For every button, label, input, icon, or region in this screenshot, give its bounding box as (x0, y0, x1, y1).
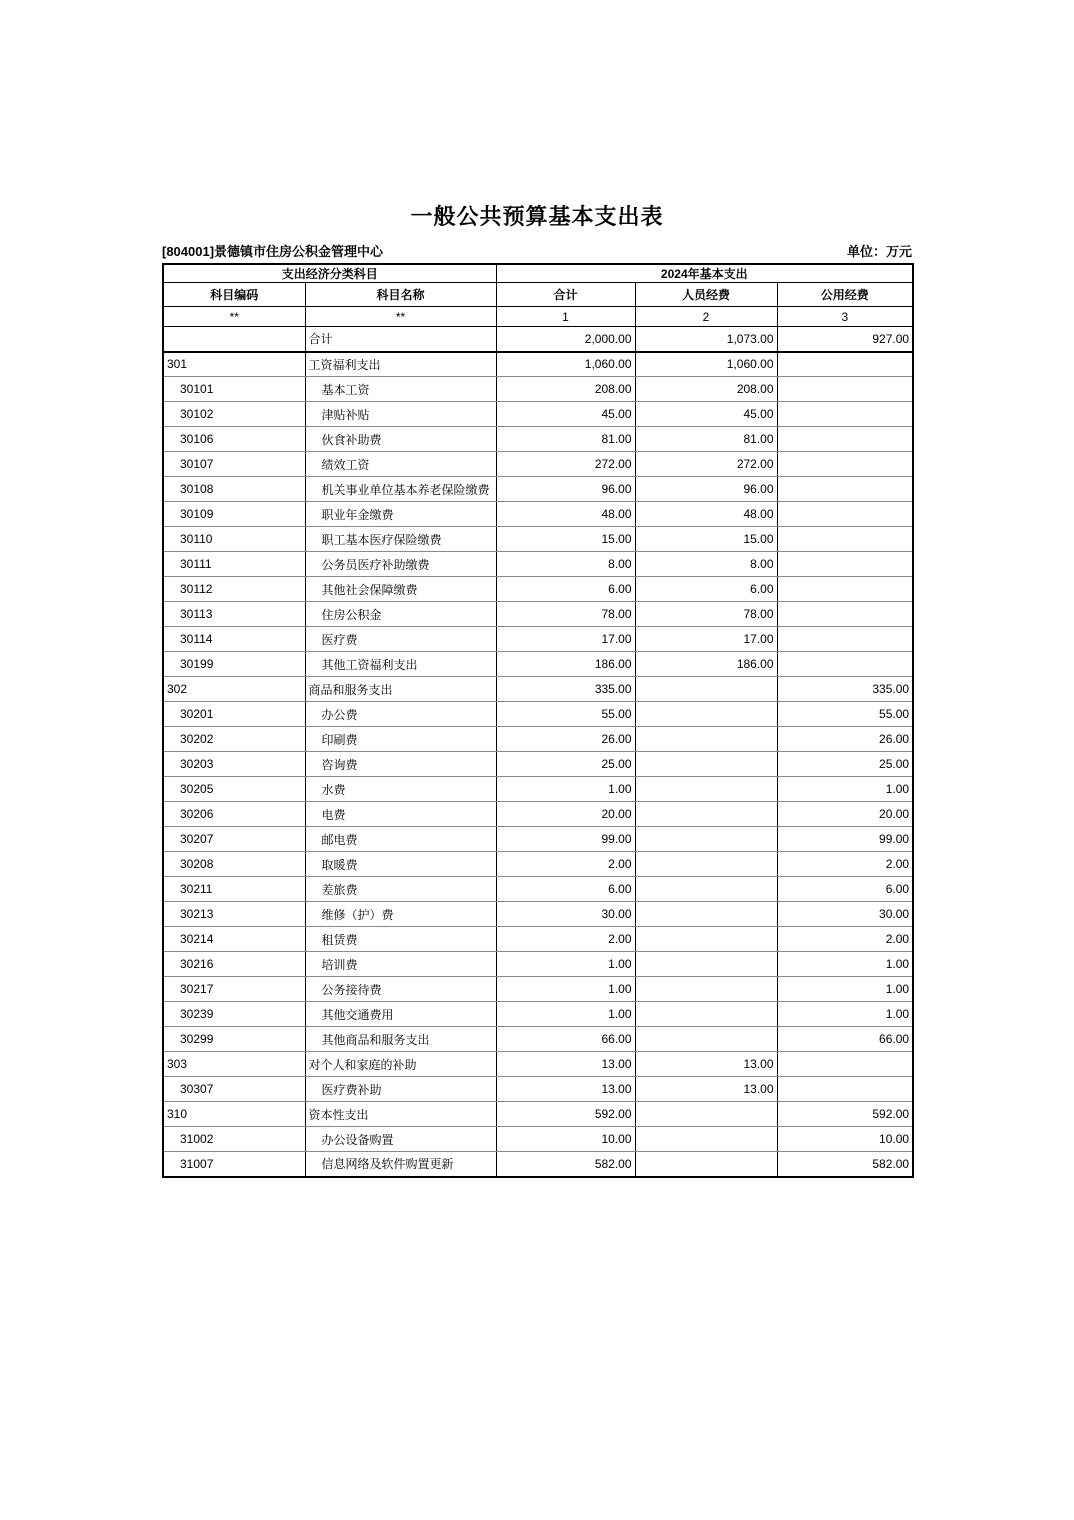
cell-code: 30213 (163, 902, 305, 927)
header-code-4: 2 (635, 307, 777, 327)
cell-code: 30199 (163, 652, 305, 677)
cell-personnel: 8.00 (635, 552, 777, 577)
cell-public (777, 1077, 913, 1102)
cell-public (777, 527, 913, 552)
cell-code: 30211 (163, 877, 305, 902)
cell-code: 30107 (163, 452, 305, 477)
header-code-2: ** (305, 307, 496, 327)
cell-public: 25.00 (777, 752, 913, 777)
cell-personnel (635, 752, 777, 777)
cell-public: 55.00 (777, 702, 913, 727)
cell-name: 住房公积金 (305, 602, 496, 627)
cell-public: 592.00 (777, 1102, 913, 1127)
cell-personnel (635, 927, 777, 952)
cell-name: 差旅费 (305, 877, 496, 902)
table-row (163, 527, 913, 552)
cell-public (777, 452, 913, 477)
cell-name: 合计 (305, 327, 496, 352)
cell-code: 30299 (163, 1027, 305, 1052)
table-row (163, 877, 913, 902)
cell-total: 15.00 (496, 527, 635, 552)
cell-total: 582.00 (496, 1152, 635, 1177)
header-columns-row (163, 283, 913, 307)
table-row (163, 327, 913, 352)
cell-personnel (635, 1102, 777, 1127)
cell-public (777, 552, 913, 577)
cell-code: 30239 (163, 1002, 305, 1027)
cell-public: 10.00 (777, 1127, 913, 1152)
cell-name: 公务接待费 (305, 977, 496, 1002)
cell-total: 186.00 (496, 652, 635, 677)
cell-personnel: 78.00 (635, 602, 777, 627)
cell-code: 30102 (163, 402, 305, 427)
cell-total: 30.00 (496, 902, 635, 927)
cell-personnel: 1,060.00 (635, 352, 777, 377)
cell-public: 582.00 (777, 1152, 913, 1177)
unit-label: 单位：万元 (846, 244, 912, 259)
cell-code (163, 327, 305, 352)
cell-personnel: 186.00 (635, 652, 777, 677)
cell-name: 办公费 (305, 702, 496, 727)
cell-public: 1.00 (777, 1002, 913, 1027)
cell-personnel: 17.00 (635, 627, 777, 652)
cell-public (777, 427, 913, 452)
cell-personnel (635, 827, 777, 852)
cell-public (777, 477, 913, 502)
cell-code: 30108 (163, 477, 305, 502)
cell-public: 99.00 (777, 827, 913, 852)
cell-total: 55.00 (496, 702, 635, 727)
table-row (163, 902, 913, 927)
cell-total: 20.00 (496, 802, 635, 827)
table-row (163, 602, 913, 627)
cell-total: 96.00 (496, 477, 635, 502)
cell-total: 99.00 (496, 827, 635, 852)
cell-personnel (635, 902, 777, 927)
cell-name: 对个人和家庭的补助 (305, 1052, 496, 1077)
table-row (163, 777, 913, 802)
table-row (163, 377, 913, 402)
cell-name: 咨询费 (305, 752, 496, 777)
cell-total: 66.00 (496, 1027, 635, 1052)
cell-name: 邮电费 (305, 827, 496, 852)
cell-public: 335.00 (777, 677, 913, 702)
cell-public: 6.00 (777, 877, 913, 902)
cell-code: 30202 (163, 727, 305, 752)
table-row (163, 802, 913, 827)
cell-code: 30307 (163, 1077, 305, 1102)
cell-personnel (635, 977, 777, 1002)
cell-personnel (635, 952, 777, 977)
cell-code: 30106 (163, 427, 305, 452)
table-row (163, 402, 913, 427)
table-row (163, 502, 913, 527)
table-row (163, 977, 913, 1002)
cell-personnel (635, 1127, 777, 1152)
cell-public (777, 602, 913, 627)
cell-code: 30205 (163, 777, 305, 802)
cell-personnel: 45.00 (635, 402, 777, 427)
cell-total: 78.00 (496, 602, 635, 627)
table-row (163, 552, 913, 577)
cell-total: 1.00 (496, 977, 635, 1002)
cell-code: 30206 (163, 802, 305, 827)
cell-code: 30217 (163, 977, 305, 1002)
cell-name: 培训费 (305, 952, 496, 977)
cell-code: 30203 (163, 752, 305, 777)
cell-personnel (635, 727, 777, 752)
cell-code: 30208 (163, 852, 305, 877)
cell-name: 其他社会保障缴费 (305, 577, 496, 602)
cell-total: 592.00 (496, 1102, 635, 1127)
cell-code: 30101 (163, 377, 305, 402)
cell-name: 租赁费 (305, 927, 496, 952)
cell-name: 伙食补助费 (305, 427, 496, 452)
table-row (163, 1027, 913, 1052)
table-row (163, 677, 913, 702)
cell-public: 927.00 (777, 327, 913, 352)
header-col-code: 科目编码 (163, 283, 305, 307)
table-row (163, 1052, 913, 1077)
cell-public: 1.00 (777, 977, 913, 1002)
cell-personnel (635, 877, 777, 902)
table-row (163, 952, 913, 977)
cell-code: 30113 (163, 602, 305, 627)
cell-public: 66.00 (777, 1027, 913, 1052)
cell-name: 职业年金缴费 (305, 502, 496, 527)
cell-personnel (635, 702, 777, 727)
report-page (162, 0, 912, 1178)
cell-public (777, 352, 913, 377)
header-col-name: 科目名称 (305, 283, 496, 307)
org-label: [804001]景德镇市住房公积金管理中心 (162, 244, 384, 259)
cell-personnel: 15.00 (635, 527, 777, 552)
table-row (163, 1152, 913, 1177)
budget-table (162, 263, 914, 1178)
table-row (163, 477, 913, 502)
cell-personnel: 13.00 (635, 1052, 777, 1077)
cell-personnel: 208.00 (635, 377, 777, 402)
cell-total: 10.00 (496, 1127, 635, 1152)
cell-code: 30110 (163, 527, 305, 552)
header-group-subject: 支出经济分类科目 (163, 264, 496, 283)
cell-personnel: 272.00 (635, 452, 777, 477)
table-row (163, 702, 913, 727)
cell-code: 30216 (163, 952, 305, 977)
table-row (163, 752, 913, 777)
cell-code: 301 (163, 352, 305, 377)
cell-code: 30207 (163, 827, 305, 852)
table-row (163, 827, 913, 852)
cell-total: 1.00 (496, 1002, 635, 1027)
header-code-5: 3 (777, 307, 913, 327)
cell-code: 302 (163, 677, 305, 702)
cell-public: 30.00 (777, 902, 913, 927)
cell-public: 1.00 (777, 777, 913, 802)
cell-total: 272.00 (496, 452, 635, 477)
cell-public (777, 402, 913, 427)
table-row (163, 1077, 913, 1102)
cell-total: 335.00 (496, 677, 635, 702)
cell-personnel (635, 1002, 777, 1027)
cell-public (777, 377, 913, 402)
table-row (163, 1002, 913, 1027)
cell-public: 1.00 (777, 952, 913, 977)
cell-name: 其他交通费用 (305, 1002, 496, 1027)
table-row (163, 627, 913, 652)
meta-row (162, 244, 912, 260)
table-row (163, 1102, 913, 1127)
cell-code: 31002 (163, 1127, 305, 1152)
cell-name: 商品和服务支出 (305, 677, 496, 702)
cell-name: 印刷费 (305, 727, 496, 752)
cell-total: 25.00 (496, 752, 635, 777)
cell-name: 水费 (305, 777, 496, 802)
cell-code: 31007 (163, 1152, 305, 1177)
cell-personnel (635, 1152, 777, 1177)
header-col-total: 合计 (496, 283, 635, 307)
cell-total: 81.00 (496, 427, 635, 452)
table-row (163, 427, 913, 452)
cell-name: 津贴补贴 (305, 402, 496, 427)
budget-table-header (163, 264, 913, 327)
cell-name: 医疗费补助 (305, 1077, 496, 1102)
cell-personnel: 96.00 (635, 477, 777, 502)
cell-total: 8.00 (496, 552, 635, 577)
table-row (163, 452, 913, 477)
cell-total: 6.00 (496, 877, 635, 902)
cell-name: 绩效工资 (305, 452, 496, 477)
cell-personnel: 81.00 (635, 427, 777, 452)
header-codes-row (163, 307, 913, 327)
header-col-personnel: 人员经费 (635, 283, 777, 307)
cell-public (777, 502, 913, 527)
cell-personnel (635, 802, 777, 827)
cell-code: 30111 (163, 552, 305, 577)
cell-code: 310 (163, 1102, 305, 1127)
cell-name: 取暖费 (305, 852, 496, 877)
cell-name: 机关事业单位基本养老保险缴费 (305, 477, 496, 502)
cell-code: 30109 (163, 502, 305, 527)
cell-total: 6.00 (496, 577, 635, 602)
budget-table-body (163, 327, 913, 1177)
cell-personnel (635, 777, 777, 802)
table-row (163, 652, 913, 677)
cell-name: 电费 (305, 802, 496, 827)
cell-name: 医疗费 (305, 627, 496, 652)
cell-total: 17.00 (496, 627, 635, 652)
cell-personnel (635, 852, 777, 877)
cell-total: 13.00 (496, 1052, 635, 1077)
cell-public (777, 1052, 913, 1077)
cell-personnel (635, 677, 777, 702)
cell-name: 其他工资福利支出 (305, 652, 496, 677)
cell-name: 资本性支出 (305, 1102, 496, 1127)
cell-personnel: 48.00 (635, 502, 777, 527)
cell-name: 维修（护）费 (305, 902, 496, 927)
header-code-1: ** (163, 307, 305, 327)
cell-total: 2.00 (496, 927, 635, 952)
cell-name: 公务员医疗补助缴费 (305, 552, 496, 577)
table-row (163, 1127, 913, 1152)
table-row (163, 727, 913, 752)
cell-personnel: 6.00 (635, 577, 777, 602)
cell-public (777, 577, 913, 602)
header-code-3: 1 (496, 307, 635, 327)
table-row (163, 852, 913, 877)
cell-code: 303 (163, 1052, 305, 1077)
cell-public (777, 627, 913, 652)
cell-name: 办公设备购置 (305, 1127, 496, 1152)
header-group-year: 2024年基本支出 (496, 264, 913, 283)
page-title: 一般公共预算基本支出表 (410, 204, 664, 229)
cell-personnel: 13.00 (635, 1077, 777, 1102)
cell-code: 30114 (163, 627, 305, 652)
table-row (163, 577, 913, 602)
cell-code: 30214 (163, 927, 305, 952)
cell-total: 45.00 (496, 402, 635, 427)
header-col-public: 公用经费 (777, 283, 913, 307)
cell-name: 工资福利支出 (305, 352, 496, 377)
cell-total: 1.00 (496, 952, 635, 977)
cell-public: 26.00 (777, 727, 913, 752)
cell-total: 26.00 (496, 727, 635, 752)
cell-personnel: 1,073.00 (635, 327, 777, 352)
header-group-row (163, 264, 913, 283)
cell-code: 30201 (163, 702, 305, 727)
cell-public: 2.00 (777, 852, 913, 877)
cell-name: 其他商品和服务支出 (305, 1027, 496, 1052)
cell-public (777, 652, 913, 677)
cell-personnel (635, 1027, 777, 1052)
cell-total: 2,000.00 (496, 327, 635, 352)
table-row (163, 927, 913, 952)
cell-total: 2.00 (496, 852, 635, 877)
cell-name: 职工基本医疗保险缴费 (305, 527, 496, 552)
cell-total: 48.00 (496, 502, 635, 527)
cell-name: 基本工资 (305, 377, 496, 402)
cell-public: 20.00 (777, 802, 913, 827)
cell-total: 1,060.00 (496, 352, 635, 377)
cell-total: 1.00 (496, 777, 635, 802)
table-row (163, 352, 913, 377)
cell-total: 13.00 (496, 1077, 635, 1102)
cell-code: 30112 (163, 577, 305, 602)
cell-total: 208.00 (496, 377, 635, 402)
cell-name: 信息网络及软件购置更新 (305, 1152, 496, 1177)
cell-public: 2.00 (777, 927, 913, 952)
